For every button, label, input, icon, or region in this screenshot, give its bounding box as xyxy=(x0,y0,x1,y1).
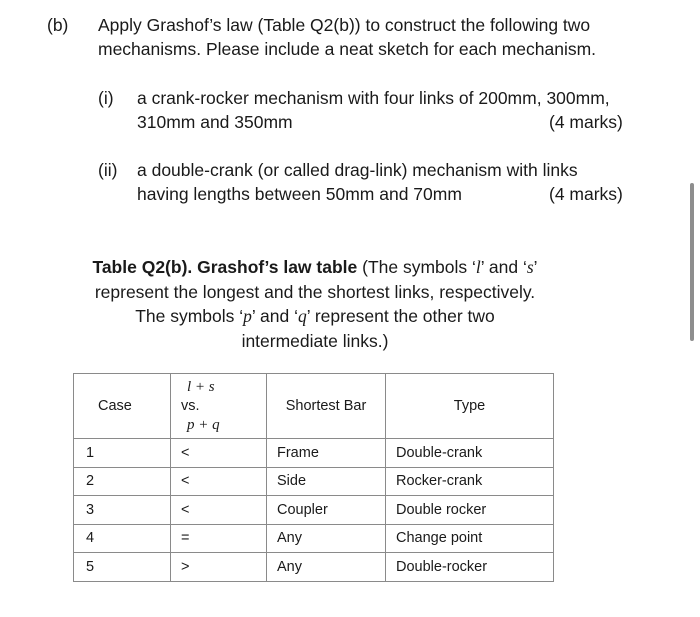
header-cmp-top: l + s xyxy=(187,378,215,395)
cell-case: 3 xyxy=(74,496,171,525)
cell-comparison: < xyxy=(171,467,267,496)
caption-title: Table Q2(b). Grashof’s law table xyxy=(92,257,358,277)
cell-comparison: < xyxy=(171,439,267,468)
table-header-row xyxy=(74,374,554,439)
cell-case: 1 xyxy=(74,439,171,468)
sub-i-line-2: 310mm and 350mm xyxy=(137,112,293,132)
cell-shortest: Any xyxy=(267,524,386,553)
cell-comparison: < xyxy=(171,496,267,525)
cell-case: 2 xyxy=(74,467,171,496)
caption-text: ’ xyxy=(533,257,538,277)
cell-comparison: > xyxy=(171,553,267,582)
cell-type: Double rocker xyxy=(386,496,554,525)
sub-i-label: (i) xyxy=(98,88,114,108)
cell-type: Double-crank xyxy=(386,439,554,468)
header-comparison xyxy=(171,374,267,439)
table-row xyxy=(74,467,554,496)
cell-type: Rocker-crank xyxy=(386,467,554,496)
symbol-s: s xyxy=(526,257,534,277)
sub-ii-line-2: having lengths between 50mm and 70mm xyxy=(137,184,462,204)
header-shortest-bar: Shortest Bar xyxy=(267,374,386,439)
part-label: (b) xyxy=(47,15,69,35)
symbol-l: l xyxy=(475,257,481,277)
caption-line-1 xyxy=(60,255,570,280)
symbol-p: p xyxy=(243,306,252,326)
header-case: Case xyxy=(74,374,171,439)
caption-line-3 xyxy=(60,304,570,329)
question-line-1: Apply Grashof’s law (Table Q2(b)) to construct the following two xyxy=(98,15,591,35)
cell-case: 5 xyxy=(74,553,171,582)
header-type: Type xyxy=(386,374,554,439)
question-line-2: mechanisms. Please include a neat sketch for each mechanism. xyxy=(98,39,597,59)
vertical-scrollbar[interactable] xyxy=(690,183,694,341)
caption-line-2: represent the longest and the shortest links, respectively. xyxy=(94,281,536,302)
sub-i-marks: (4 marks) xyxy=(549,112,623,132)
cell-type: Change point xyxy=(386,524,554,553)
cell-shortest: Any xyxy=(267,553,386,582)
caption-text: (The symbols ‘ xyxy=(357,257,476,277)
table-caption xyxy=(60,255,570,353)
cell-comparison: = xyxy=(171,524,267,553)
sub-i-line-1: a crank-rocker mechanism with four links of 200mm, 300mm, xyxy=(137,88,610,108)
header-cmp-mid: vs. xyxy=(181,397,200,414)
caption-text: The symbols ‘ xyxy=(135,306,244,326)
table-row xyxy=(74,496,554,525)
table-row xyxy=(74,524,554,553)
sub-ii-line-1: a double-crank (or called drag-link) mechanism with links xyxy=(137,160,578,180)
table-row xyxy=(74,553,554,582)
sub-ii-label: (ii) xyxy=(98,160,118,180)
caption-text: ’ and ‘ xyxy=(251,306,298,326)
table-row xyxy=(74,439,554,468)
cell-shortest: Frame xyxy=(267,439,386,468)
grashof-table xyxy=(73,373,554,582)
caption-text: ’ represent the other two xyxy=(306,306,495,326)
cell-shortest: Coupler xyxy=(267,496,386,525)
cell-case: 4 xyxy=(74,524,171,553)
caption-text: ’ and ‘ xyxy=(480,257,527,277)
header-cmp-bot: p + q xyxy=(187,416,220,433)
cell-shortest: Side xyxy=(267,467,386,496)
caption-line-4: intermediate links.) xyxy=(241,330,389,351)
sub-ii-marks: (4 marks) xyxy=(549,184,623,204)
cell-type: Double-rocker xyxy=(386,553,554,582)
symbol-q: q xyxy=(297,306,307,326)
